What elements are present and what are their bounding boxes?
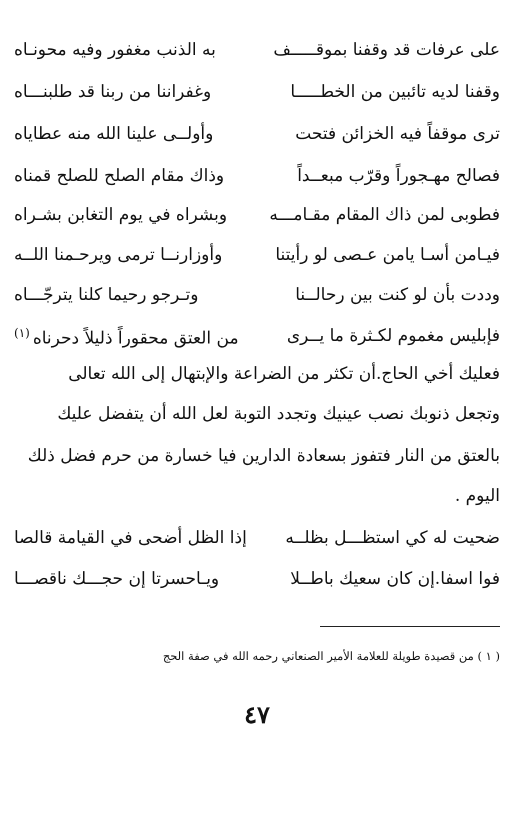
verse-first-hemistich: فإبليس مغموم لكـثرة ما يــرى — [286, 326, 500, 346]
verse-second-hemistich: وتـرجو رحيما كلنا يترجّـــاه — [14, 285, 199, 305]
verse-second-hemistich: وذاك مقام الصلح للصلح قمناه — [14, 166, 225, 186]
verse-second-hemistich: به الذنب مغفور وفيه محونـاه — [14, 40, 216, 60]
paragraph-line: اليوم . — [454, 486, 500, 506]
verse-first-hemistich: وقفنا لديه تائبين من الخطـــــا — [290, 82, 500, 102]
verse-line — [14, 156, 500, 196]
footnote-separator — [320, 626, 500, 627]
paragraph-line: فعليك أخي الحاج.أن تكثر من الضراعة والإبتهال إلى الله تعالى — [68, 364, 500, 384]
verse-first-hemistich: فيـامن أسـا يامن عـصى لو رأيتنا — [275, 245, 500, 265]
verse-second-hemistich — [14, 313, 262, 359]
verse-first-hemistich: فطوبى لمن ذاك المقام مقـامـــه — [269, 205, 500, 225]
verse-first-hemistich: ترى موقفاً فيه الخزائن فتحت — [295, 124, 500, 144]
verse-line — [14, 235, 500, 275]
verse-second-hemistich: وأوزارنــا ترمى ويرحـمنا اللــه — [14, 245, 223, 265]
page-number: ٤٧ — [244, 700, 270, 729]
verse-line — [14, 72, 500, 112]
verse-second-hemistich: وغفراننا من ربنا قد طلبنـــاه — [14, 82, 212, 102]
verse-second-hemistich-text: من العتق محقوراً ذليلاً دحرناه — [32, 328, 239, 349]
verse-line — [14, 518, 500, 558]
verse-first-hemistich: ضحيت له كي استظـــل بظلــه — [285, 528, 500, 548]
verse-first-hemistich: على عرفات قد وقفنا بموقـــــف — [273, 40, 500, 60]
footnote: ( ١ ) من قصيدة طويلة للعلامة الأمير الصنعاني رحمه الله في صفة الحج — [162, 649, 500, 663]
verse-line — [14, 114, 500, 154]
paragraph-line: بالعتق من النار فتفوز بسعادة الدارين فيا خسارة من حرم فضل ذلك — [27, 446, 500, 466]
footnote-reference: (١) — [14, 326, 30, 341]
verse-line — [14, 30, 500, 70]
verse-line — [14, 316, 500, 356]
verse-second-hemistich: وبشراه في يوم التغابن بشـراه — [14, 205, 228, 225]
verse-first-hemistich: فصالح مهـجوراً وقرّب مبعــداً — [297, 166, 500, 186]
verse-second-hemistich: ويـاحسرتا إن حجـــك ناقصـــا — [14, 569, 220, 589]
verse-first-hemistich: فوا اسفا.إن كان سعيك باطــلا — [290, 569, 500, 589]
verse-line — [14, 275, 500, 315]
verse-second-hemistich: وأولــى علينا الله منه عطاياه — [14, 124, 214, 144]
paragraph-line: وتجعل ذنوبك نصب عينيك وتجدد التوبة لعل الله أن يتفضل عليك — [57, 404, 500, 424]
verse-first-hemistich: وددت بأن لو كنت بين رحالــنا — [295, 285, 500, 305]
verse-second-hemistich: إذا الظل أضحى في القيامة قالصا — [14, 528, 247, 548]
verse-line — [14, 195, 500, 235]
verse-line — [14, 559, 500, 599]
